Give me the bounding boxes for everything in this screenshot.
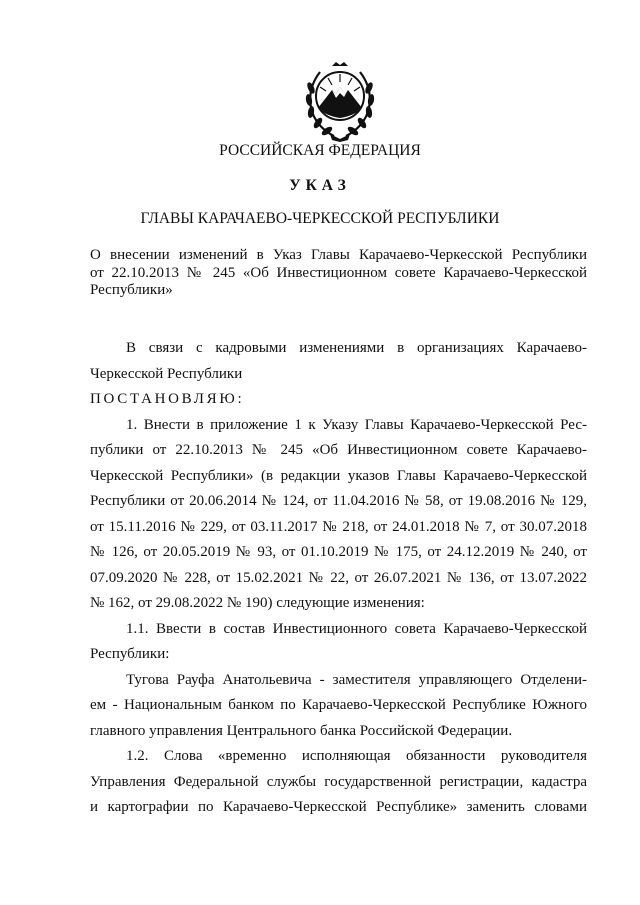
document-type: УКАЗ [289, 177, 351, 194]
person-line: главного управления Центрального банка Российской Федерации. [90, 722, 513, 739]
subject-line: Республики» [90, 282, 173, 298]
country-title: РОССИЙСКАЯ ФЕДЕРАЦИЯ [219, 142, 421, 159]
item-1-line: Республики от 20.06.2014 № 124, от 11.04.2016 № 58, от 19.08.2016 № 129, [90, 493, 587, 509]
item-1-line: от 15.11.2016 № 229, от 03.11.2017 № 218, от 24.01.2018 № 7, от 30.07.2018 [90, 518, 587, 535]
coat-of-arms-icon [298, 60, 382, 142]
item-1-1-line: Республики: [90, 646, 170, 662]
issuing-authority: ГЛАВЫ КАРАЧАЕВО-ЧЕРКЕССКОЙ РЕСПУБЛИКИ [140, 210, 500, 227]
person-line: ем - Национальным банком по Карачаево-Черкесской Республике Южного [90, 697, 587, 713]
item-1-line: Черкесской Республики» (в редакции указов Главы Карачаево-Черкесской [90, 467, 587, 484]
decree-subject [90, 247, 587, 300]
item-1-2-line: и картографии по Карачаево-Черкесской Республике» заменить словами [90, 799, 587, 815]
item-1-line: № 126, от 20.05.2019 № 93, от 01.10.2019 № 175, от 24.12.2019 № 240, от [90, 544, 587, 560]
item-1-line: 1. Внести в приложение 1 к Указу Главы Карачаево-Черкесской Рес- [126, 416, 587, 433]
decree-word: ПОСТАНОВЛЯЮ: [90, 391, 245, 407]
person-line: Тугова Рауфа Анатольевича - заместителя управляющего Отделени- [126, 671, 587, 688]
preamble-line: В связи с кадровыми изменениями в организациях Карачаево- [126, 340, 587, 356]
subject-line: О внесении изменений в Указ Главы Карачаево-Черкесской Республики [90, 247, 587, 263]
decree-body [90, 336, 587, 821]
item-1-line: № 162, от 29.08.2022 № 190) следующие изменения: [90, 595, 425, 611]
item-1-line: публики от 22.10.2013 № 245 «Об Инвестиционном совете Карачаево- [90, 442, 587, 458]
item-1-2-line: 1.2. Слова «временно исполняющая обязанности руководителя [126, 748, 587, 764]
item-1-1-line: 1.1. Ввести в состав Инвестиционного совета Карачаево-Черкесской [126, 620, 587, 637]
item-1-line: 07.09.2020 № 228, от 15.02.2021 № 22, от 26.07.2021 № 136, от 13.07.2022 [90, 569, 587, 586]
item-1-2-line: Управления Федеральной службы государственной регистрации, кадастра [90, 773, 587, 790]
preamble-line: Черкесской Республики [90, 365, 243, 382]
subject-line: от 22.10.2013 № 245 «Об Инвестиционном совете Карачаево-Черкесской [90, 264, 587, 281]
